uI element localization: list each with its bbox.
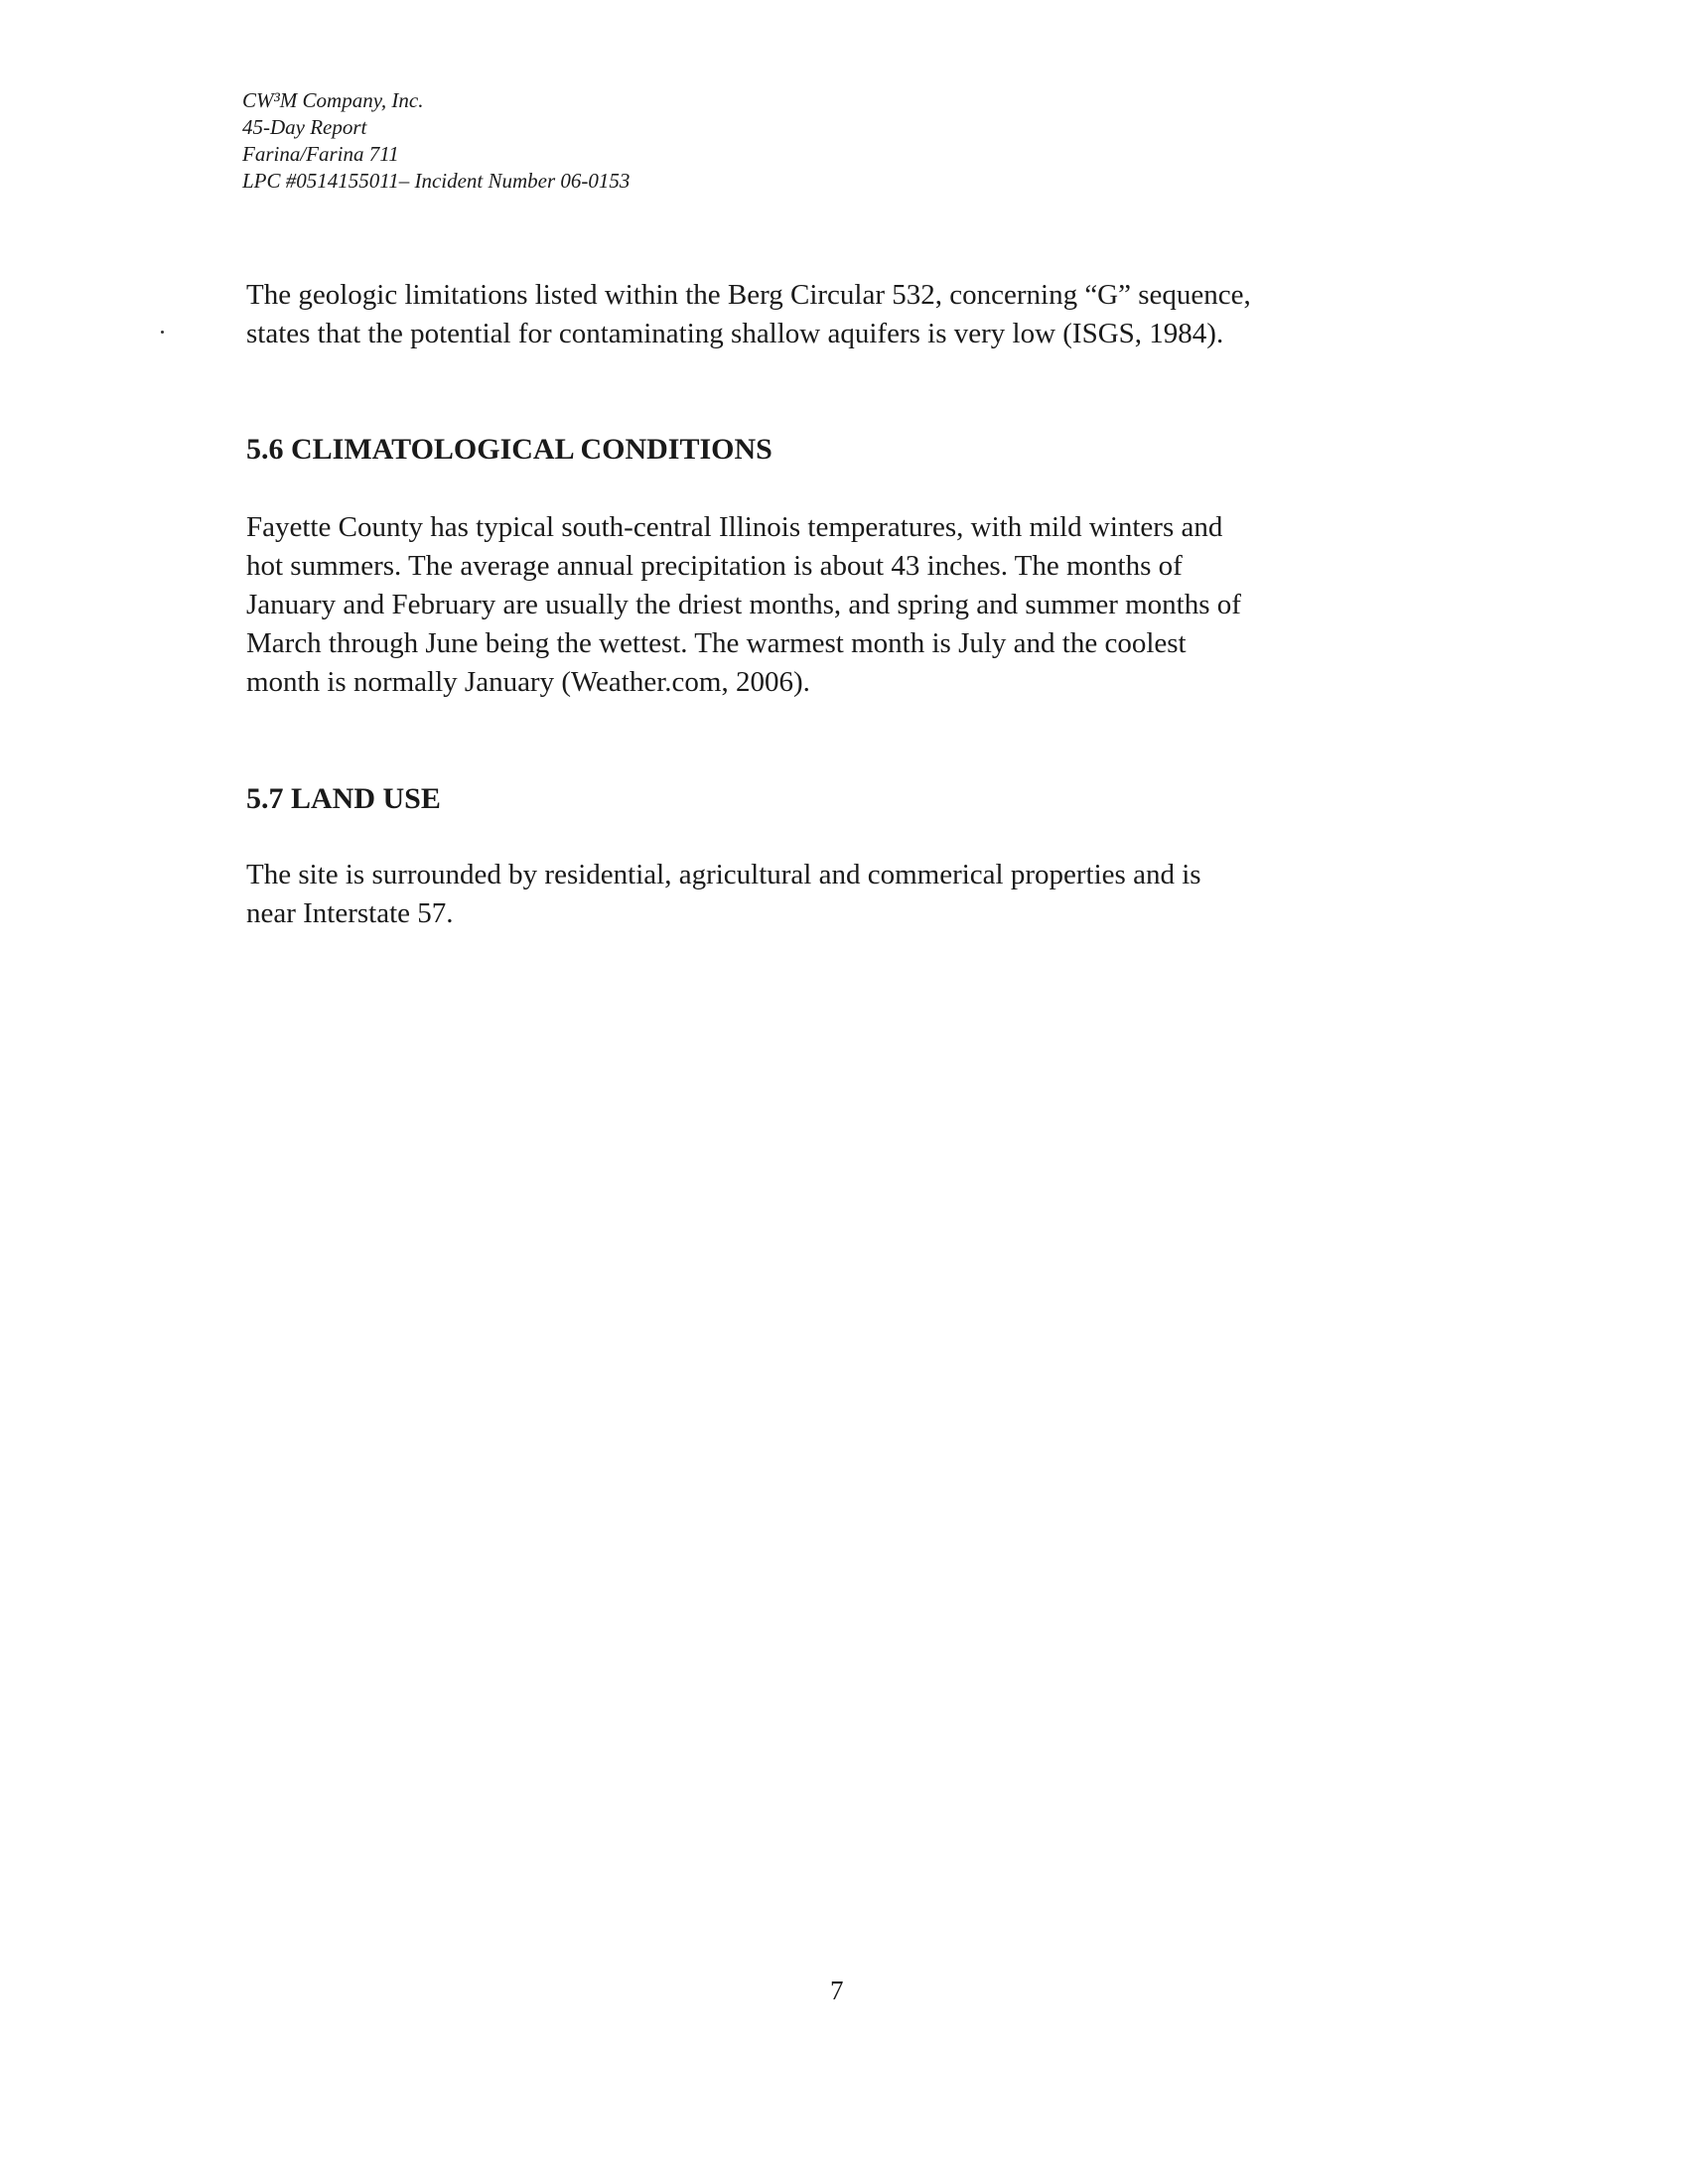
paragraph-line: hot summers. The average annual precipitation is about 43 inches. The months of xyxy=(246,550,1183,582)
paragraph-line: The site is surrounded by residential, agricultural and commerical properties and is xyxy=(246,859,1201,890)
section-heading-land-use: 5.7 LAND USE xyxy=(246,782,441,815)
header-company: CW³M Company, Inc. xyxy=(242,88,424,112)
intro-paragraph xyxy=(246,276,1428,353)
paragraph-line: month is normally January (Weather.com, 2006). xyxy=(246,666,810,698)
paragraph-line: near Interstate 57. xyxy=(246,897,454,929)
header-report-type: 45-Day Report xyxy=(242,115,367,139)
section-heading-climatological: 5.6 CLIMATOLOGICAL CONDITIONS xyxy=(246,433,772,466)
climatological-paragraph xyxy=(246,508,1428,702)
document-header xyxy=(242,87,630,195)
header-site-name: Farina/Farina 711 xyxy=(242,142,399,166)
paragraph-line: Fayette County has typical south-central Illinois temperatures, with mild winters and xyxy=(246,511,1223,543)
land-use-paragraph xyxy=(246,856,1428,933)
paragraph-line: states that the potential for contaminating shallow aquifers is very low (ISGS, 1984). xyxy=(246,318,1224,349)
scan-speck xyxy=(161,331,164,334)
paragraph-line: The geologic limitations listed within the Berg Circular 532, concerning “G” sequence, xyxy=(246,279,1251,311)
header-incident-number: LPC #0514155011– Incident Number 06-0153 xyxy=(242,169,631,193)
paragraph-line: March through June being the wettest. The warmest month is July and the coolest xyxy=(246,627,1187,659)
page-number: 7 xyxy=(830,1976,844,2005)
paragraph-line: January and February are usually the driest months, and spring and summer months of xyxy=(246,589,1241,620)
